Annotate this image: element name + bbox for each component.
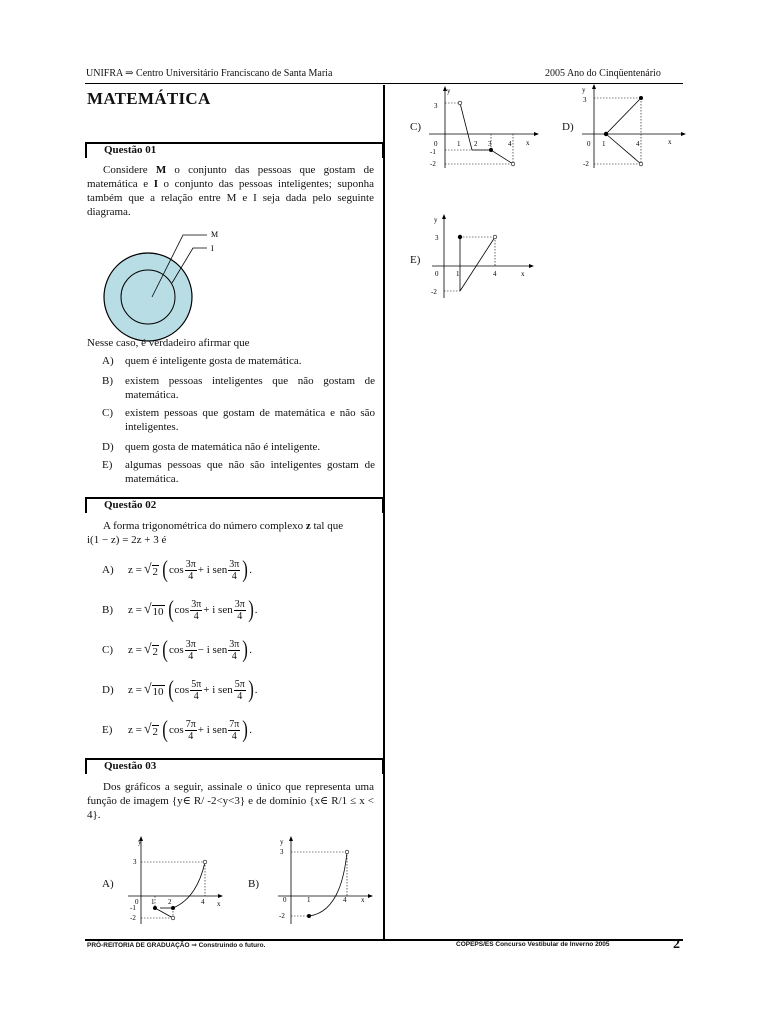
svg-text:-2: -2 — [130, 914, 136, 922]
graph-d-letter: D) — [562, 121, 574, 133]
graph-a-letter: A) — [102, 878, 114, 890]
svg-text:3: 3 — [434, 102, 438, 110]
svg-text:4: 4 — [201, 898, 205, 906]
q2-formula: z = √ 2 ( cos $\frac{7\pi}{4}$ + i sen $\frac{7\pi}{4}$ ) . — [128, 717, 253, 743]
svg-text:1: 1 — [151, 898, 155, 906]
svg-text:1: 1 — [602, 140, 606, 148]
q2-formula: z = √ 10 ( cos $\frac{5\pi}{4}$ + i sen $\frac{5\pi}{4}$ ) . — [128, 677, 258, 703]
svg-text:y: y — [138, 838, 142, 846]
svg-text:0: 0 — [587, 140, 591, 148]
fraction: $\frac{3\pi}{4}$ — [185, 638, 196, 662]
sqrt: √ 10 — [143, 682, 164, 698]
question-02-label: Questão 02 — [104, 499, 157, 511]
question-01-header — [85, 142, 384, 158]
fraction: $\frac{3\pi}{4}$ — [229, 638, 240, 662]
question-02-intro: A forma trigonométrica do número complexo z tal que — [103, 520, 344, 532]
svg-text:-1: -1 — [130, 904, 136, 912]
svg-text:2: 2 — [474, 140, 478, 148]
sqrt: √ 2 — [143, 562, 159, 578]
label-m: M — [211, 230, 219, 239]
svg-text:1: 1 — [307, 896, 311, 904]
svg-text:-2: -2 — [430, 160, 436, 168]
q2-option-e: E) z = √ 2 ( cos $\frac{7\pi}{4}$ + i sen $\frac{7\pi}{4}$ ) . — [102, 717, 253, 743]
svg-text:-2: -2 — [431, 288, 437, 296]
svg-text:3: 3 — [133, 858, 137, 866]
svg-text:1: 1 — [457, 140, 461, 148]
graph-e — [426, 214, 536, 300]
svg-text:4: 4 — [343, 896, 347, 904]
svg-text:y: y — [280, 838, 284, 846]
svg-text:2: 2 — [168, 898, 172, 906]
svg-text:x: x — [521, 270, 525, 278]
q2-formula: z = √ 2 ( cos $\frac{3\pi}{4}$ − i sen $\frac{3\pi}{4}$ ) . — [128, 637, 253, 663]
fraction: $\frac{5\pi}{4}$ — [234, 678, 245, 702]
graph-b-letter: B) — [248, 878, 259, 890]
question-02-header — [85, 497, 384, 513]
question-03-text: Dos gráficos a seguir, assinale o único que representa uma função de imagem {y∈ R/ -2<y<3} e de domínio {x∈ R/1 ≤ x < 4}. — [87, 781, 374, 821]
svg-text:4: 4 — [508, 140, 512, 148]
fraction: $\frac{3\pi}{4}$ — [234, 598, 245, 622]
svg-text:4: 4 — [493, 270, 497, 278]
svg-text:x: x — [361, 896, 365, 904]
question-03-label: Questão 03 — [104, 760, 157, 772]
svg-text:y: y — [582, 86, 586, 94]
svg-text:3: 3 — [280, 848, 284, 856]
svg-text:x: x — [668, 138, 672, 146]
svg-text:-2: -2 — [583, 160, 589, 168]
question-03-header — [85, 758, 384, 774]
question-02-equation: i(1 − z) = 2z + 3 é — [87, 534, 167, 546]
svg-text:-1: -1 — [430, 148, 436, 156]
fraction: $\frac{3\pi}{4}$ — [191, 598, 202, 622]
footer-left: PRÓ-REITORIA DE GRADUAÇÃO ⇒ Construindo o futuro. — [87, 942, 266, 949]
set-i-circle — [121, 270, 175, 324]
q2-option-b: B) z = √ 10 ( cos $\frac{3\pi}{4}$ + i sen $\frac{3\pi}{4}$ ) . — [102, 597, 258, 623]
graph-c-letter: C) — [410, 121, 421, 133]
sqrt: √ 2 — [143, 722, 159, 738]
graph-d — [578, 84, 688, 170]
q2-option-c: C) z = √ 2 ( cos $\frac{3\pi}{4}$ − i sen $\frac{3\pi}{4}$ ) . — [102, 637, 253, 663]
fraction: $\frac{7\pi}{4}$ — [185, 718, 196, 742]
svg-text:y: y — [434, 216, 438, 224]
fraction: $\frac{7\pi}{4}$ — [229, 718, 240, 742]
svg-text:0: 0 — [283, 896, 287, 904]
svg-text:0: 0 — [135, 898, 139, 906]
svg-text:x: x — [217, 900, 221, 908]
svg-text:y: y — [447, 87, 451, 95]
graph-e-letter: E) — [410, 254, 421, 266]
svg-text:0: 0 — [434, 140, 438, 148]
graph-a — [125, 836, 225, 926]
fraction: $\frac{3\pi}{4}$ — [185, 558, 196, 582]
fraction: $\frac{5\pi}{4}$ — [191, 678, 202, 702]
page-number: 2 — [673, 937, 680, 952]
svg-text:x: x — [526, 139, 530, 147]
svg-text:1: 1 — [456, 270, 460, 278]
q2-formula: z = √ 2 ( cos $\frac{3\pi}{4}$ + i sen $\frac{3\pi}{4}$ ) . — [128, 557, 253, 583]
graph-c — [425, 84, 540, 170]
question-01-stem: Nesse caso, é verdadeiro afirmar que — [87, 337, 250, 349]
question-01-intro: Considere M o conjunto das pessoas que gostam de matemática e I o conjunto das pessoas inteligentes; suponha também que a relação entre M e I seja dada pelo seguinte diagrama. — [87, 164, 374, 218]
svg-text:3: 3 — [488, 140, 492, 148]
page-title: MATEMÁTICA — [87, 89, 211, 108]
graph-b — [275, 836, 375, 926]
sqrt: √ 10 — [143, 602, 164, 618]
q2-formula: z = √ 10 ( cos $\frac{3\pi}{4}$ + i sen $\frac{3\pi}{4}$ ) . — [128, 597, 258, 623]
header-institution: UNIFRA ⇒ Centro Universitário Franciscano de Santa Maria — [86, 68, 333, 79]
svg-text:3: 3 — [583, 96, 587, 104]
fraction: $\frac{3\pi}{4}$ — [229, 558, 240, 582]
svg-text:-2: -2 — [279, 912, 285, 920]
sqrt: √ 2 — [143, 642, 159, 658]
question-01-label: Questão 01 — [104, 144, 157, 156]
svg-text:3: 3 — [435, 234, 439, 242]
header-year: 2005 Ano do Cinqüentenário — [545, 68, 661, 79]
q2-option-d: D) z = √ 10 ( cos $\frac{5\pi}{4}$ + i sen $\frac{5\pi}{4}$ ) . — [102, 677, 258, 703]
svg-text:4: 4 — [636, 140, 640, 148]
svg-text:0: 0 — [435, 270, 439, 278]
venn-diagram — [100, 225, 230, 345]
label-i: I — [211, 244, 214, 253]
q2-option-a: A) z = √ 2 ( cos $\frac{3\pi}{4}$ + i sen $\frac{3\pi}{4}$ ) . — [102, 557, 253, 583]
footer-right: COPEPS/ES Concurso Vestibular de Inverno 2005 — [456, 941, 610, 948]
